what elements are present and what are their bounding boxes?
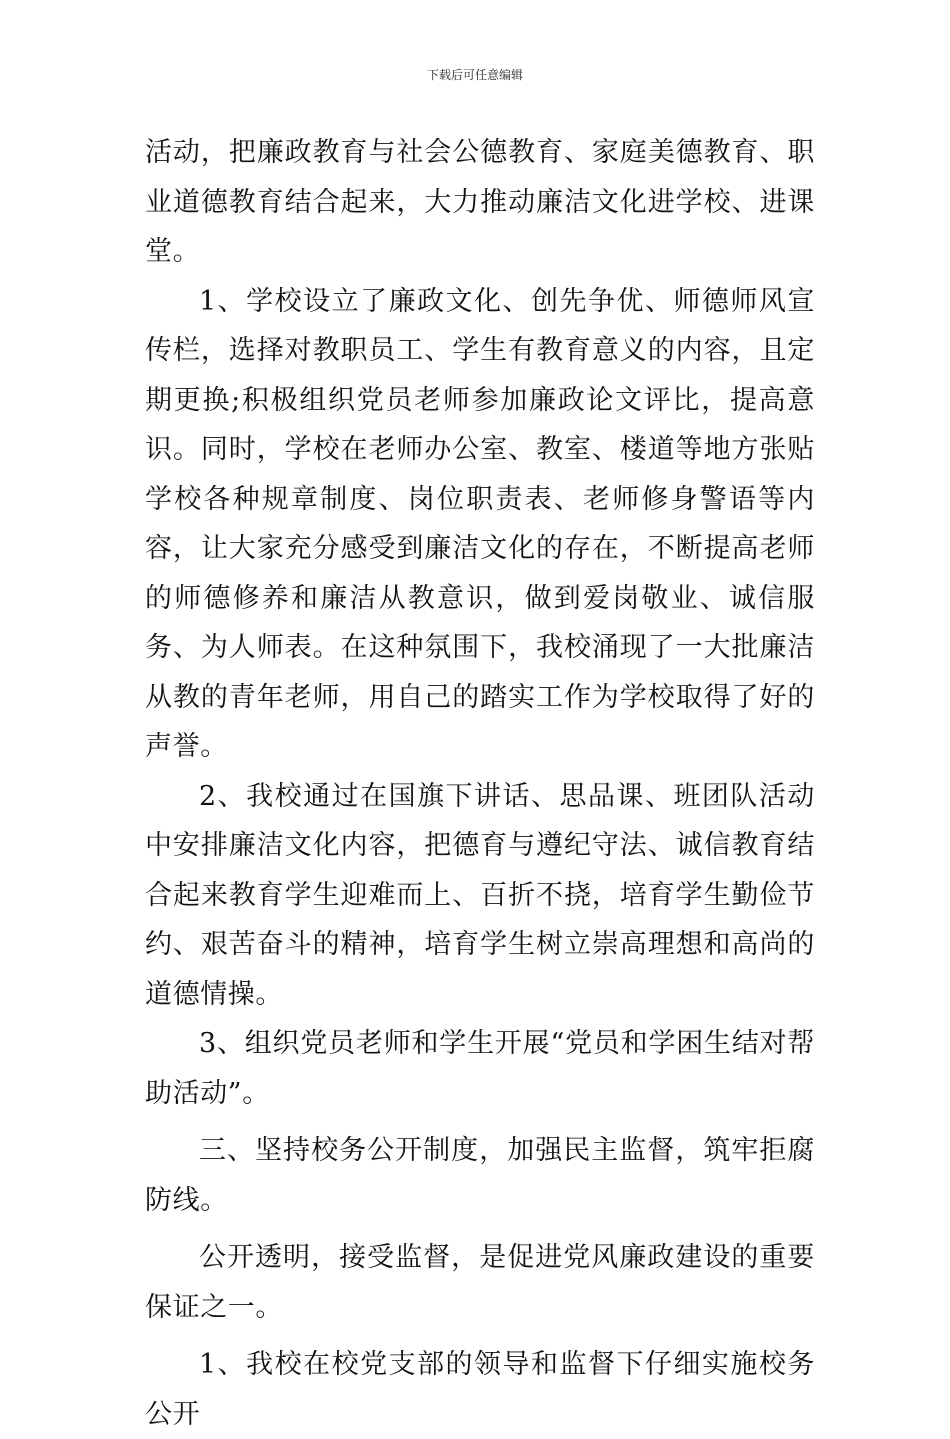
paragraph-item-1: 1、学校设立了廉政文化、创先争优、师德师风宣传栏，选择对教职员工、学生有教育意义的内容，且定期更换;积极组织党员老师参加廉政论文评比，提高意识。同时，学校在老师办公室、教室、楼道等地方张贴学校各种规章制度、岗位职责表、老师修身警语等内容，让大家充分感受到廉洁文化的存在，不断提高老师的师德修养和廉洁从教意识，做到爱岗敬业、诚信服务、为人师表。在这种氛围下，我校涌现了一大批廉洁从教的青年老师，用自己的踏实工作为学校取得了好的声誉。 [145,285,815,762]
paragraph-intro: 公开透明，接受监督，是促进党风廉政建设的重要保证之一。 [145,1242,815,1323]
section-heading-3: 三、坚持校务公开制度，加强民主监督，筑牢拒腐防线。 [145,1135,815,1216]
paragraph-item-2: 2、我校通过在国旗下讲话、思品课、班团队活动中安排廉洁文化内容，把德育与遵纪守法、诚信教育结合起来教育学生迎难而上、百折不挠，培育学生勤俭节约、艰苦奋斗的精神，培育学生树立崇高理想和高尚的道德情操。 [145,780,815,1010]
document-body [145,128,815,1439]
paragraph-item-1b: 1、我校在校党支部的领导和监督下仔细实施校务公开 [145,1349,815,1430]
paragraph-item-3: 3、组织党员老师和学生开展“党员和学困生结对帮助活动”。 [145,1028,815,1109]
paragraph-continuation: 活动，把廉政教育与社会公德教育、家庭美德教育、职业道德教育结合起来，大力推动廉洁文化进学校、进课堂。 [145,137,815,267]
page-header: 下载后可任意编辑 [426,68,523,82]
